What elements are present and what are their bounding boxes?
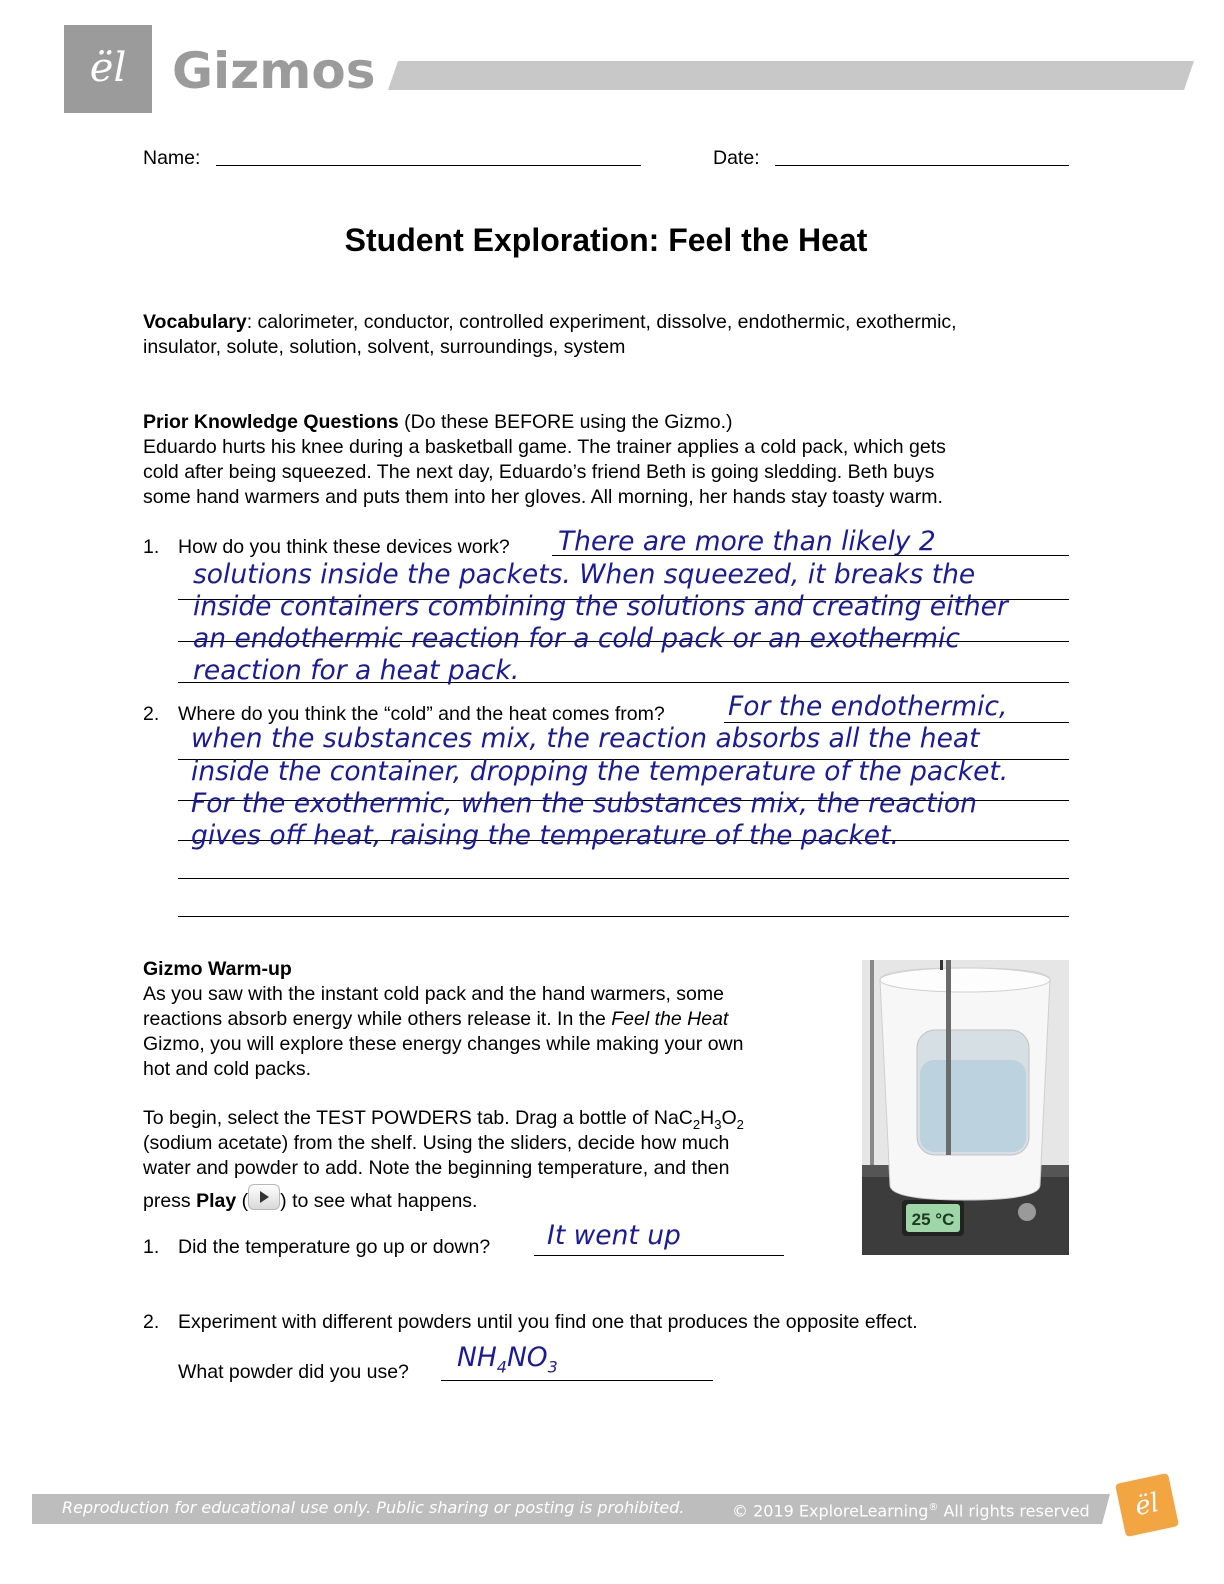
- warmup-text: (: [236, 1190, 249, 1212]
- temperature-readout: 25 °C: [911, 1210, 955, 1229]
- question-number: 1.: [143, 1236, 160, 1258]
- rights-text: All rights reserved: [938, 1501, 1090, 1521]
- prior-knowledge-heading: [143, 410, 733, 435]
- gizmos-logo-tile: [64, 25, 152, 113]
- warmup-text: ) to see what happens.: [280, 1190, 478, 1212]
- warmup-para-line: (sodium acetate) from the shelf. Using the sliders, decide how much: [143, 1132, 730, 1154]
- warmup-text: To begin, select the TEST POWDERS tab. Drag a bottle of NaC: [143, 1107, 693, 1129]
- warmup-question-2: Experiment with different powders until you find one that produces the opposite effect.: [178, 1311, 918, 1333]
- play-button-icon[interactable]: [248, 1184, 280, 1210]
- warmup-heading: [143, 957, 292, 982]
- warmup-text: press: [143, 1190, 197, 1212]
- page-title: Student Exploration: Feel the Heat: [344, 222, 868, 258]
- answer-text: There are more than likely 2: [558, 526, 936, 557]
- warmup-heading-text: Gizmo Warm-up: [143, 958, 292, 980]
- prior-question-2: Where do you think the “cold” and the heat comes from?: [178, 703, 665, 725]
- question-number: 2.: [143, 1311, 160, 1333]
- formula-o: O: [721, 1107, 737, 1129]
- prior-paragraph-line: Eduardo hurts his knee during a basketball game. The trainer applies a cold pack, which gets: [143, 436, 946, 458]
- warmup-para-line: water and powder to add. Note the beginning temperature, and then: [143, 1157, 730, 1179]
- name-field-line[interactable]: [216, 165, 641, 166]
- answer-text: inside the container, dropping the temperature of the packet.: [191, 756, 1009, 787]
- name-label: Name:: [143, 147, 201, 169]
- footer-copyright: [732, 1497, 1090, 1522]
- answer-text: solutions inside the packets. When squeezed, it breaks the: [193, 559, 976, 590]
- question-number: 2.: [143, 703, 160, 725]
- calorimeter-illustration: [862, 960, 1069, 1255]
- answer-text: [457, 1342, 558, 1383]
- play-label: Play: [196, 1190, 237, 1212]
- gizmo-name: Feel the Heat: [611, 1008, 729, 1030]
- registered-mark: ®: [928, 1502, 939, 1513]
- date-field-line[interactable]: [775, 165, 1069, 166]
- formula-h: H: [700, 1107, 715, 1129]
- answer-text: reaction for a heat pack.: [193, 655, 520, 686]
- date-label: Date:: [713, 147, 760, 169]
- prior-heading-note: (Do these BEFORE using the Gizmo.): [398, 411, 733, 433]
- warmup-question-1: Did the temperature go up or down?: [178, 1236, 491, 1258]
- prior-paragraph-line: cold after being squeezed. The next day, Eduardo’s friend Beth is going sledding. Beth buys: [143, 461, 935, 483]
- answer-line[interactable]: [178, 916, 1069, 917]
- answer-line[interactable]: [178, 878, 1069, 879]
- warmup-para-line: [143, 1007, 728, 1032]
- vocabulary-label: Vocabulary: [143, 311, 247, 333]
- el-logo-icon: ël: [89, 45, 127, 91]
- warmup-para-line: hot and cold packs.: [143, 1058, 312, 1080]
- subscript: 4: [496, 1357, 507, 1377]
- copyright-text: © 2019 ExploreLearning: [732, 1501, 929, 1521]
- formula-part: NH: [457, 1342, 497, 1373]
- prior-heading-bold: Prior Knowledge Questions: [143, 411, 399, 433]
- answer-text: For the exothermic, when the substances mix, the reaction: [191, 788, 977, 819]
- answer-line[interactable]: [534, 1255, 784, 1256]
- answer-text: It went up: [547, 1220, 681, 1251]
- subscript: 3: [547, 1357, 558, 1377]
- answer-text: inside containers combining the solutions and creating either: [193, 591, 1008, 622]
- warmup-text: reactions absorb energy while others release it. In the: [143, 1008, 612, 1030]
- answer-text: an endothermic reaction for a cold pack or an exothermic: [193, 623, 960, 654]
- footer-logo-glyph: ël: [1132, 1487, 1162, 1523]
- answer-text: when the substances mix, the reaction absorbs all the heat: [191, 723, 980, 754]
- warmup-para-line: As you saw with the instant cold pack and the hand warmers, some: [143, 983, 724, 1005]
- warmup-para-line: [143, 1184, 477, 1214]
- header-bar: [388, 61, 1194, 90]
- answer-text: For the endothermic,: [728, 691, 1008, 722]
- warmup-question-2-prompt: What powder did you use?: [178, 1361, 409, 1383]
- footer-logo-icon: [1115, 1473, 1179, 1537]
- vocabulary-line-2: insulator, solute, solution, solvent, surroundings, system: [143, 336, 626, 358]
- warmup-para-line: Gizmo, you will explore these energy changes while making your own: [143, 1033, 744, 1055]
- vocabulary-terms: : calorimeter, conductor, controlled experiment, dissolve, endothermic, exothermic,: [246, 311, 957, 333]
- footer-notice: Reproduction for educational use only. Public sharing or posting is prohibited.: [62, 1498, 685, 1517]
- calorimeter-image: [862, 960, 1069, 1255]
- prior-question-1: How do you think these devices work?: [178, 536, 510, 558]
- formula-part: NO: [506, 1342, 548, 1373]
- prior-paragraph-line: some hand warmers and puts them into her gloves. All morning, her hands stay toasty warm.: [143, 486, 943, 508]
- brand-name: Gizmos: [172, 42, 376, 100]
- answer-text: gives off heat, raising the temperature of the packet.: [191, 820, 899, 851]
- subscript: 3: [714, 1116, 722, 1132]
- subscript: 2: [692, 1116, 701, 1132]
- vocabulary-line-1: [143, 310, 957, 335]
- subscript: 2: [736, 1116, 744, 1132]
- question-number: 1.: [143, 536, 160, 558]
